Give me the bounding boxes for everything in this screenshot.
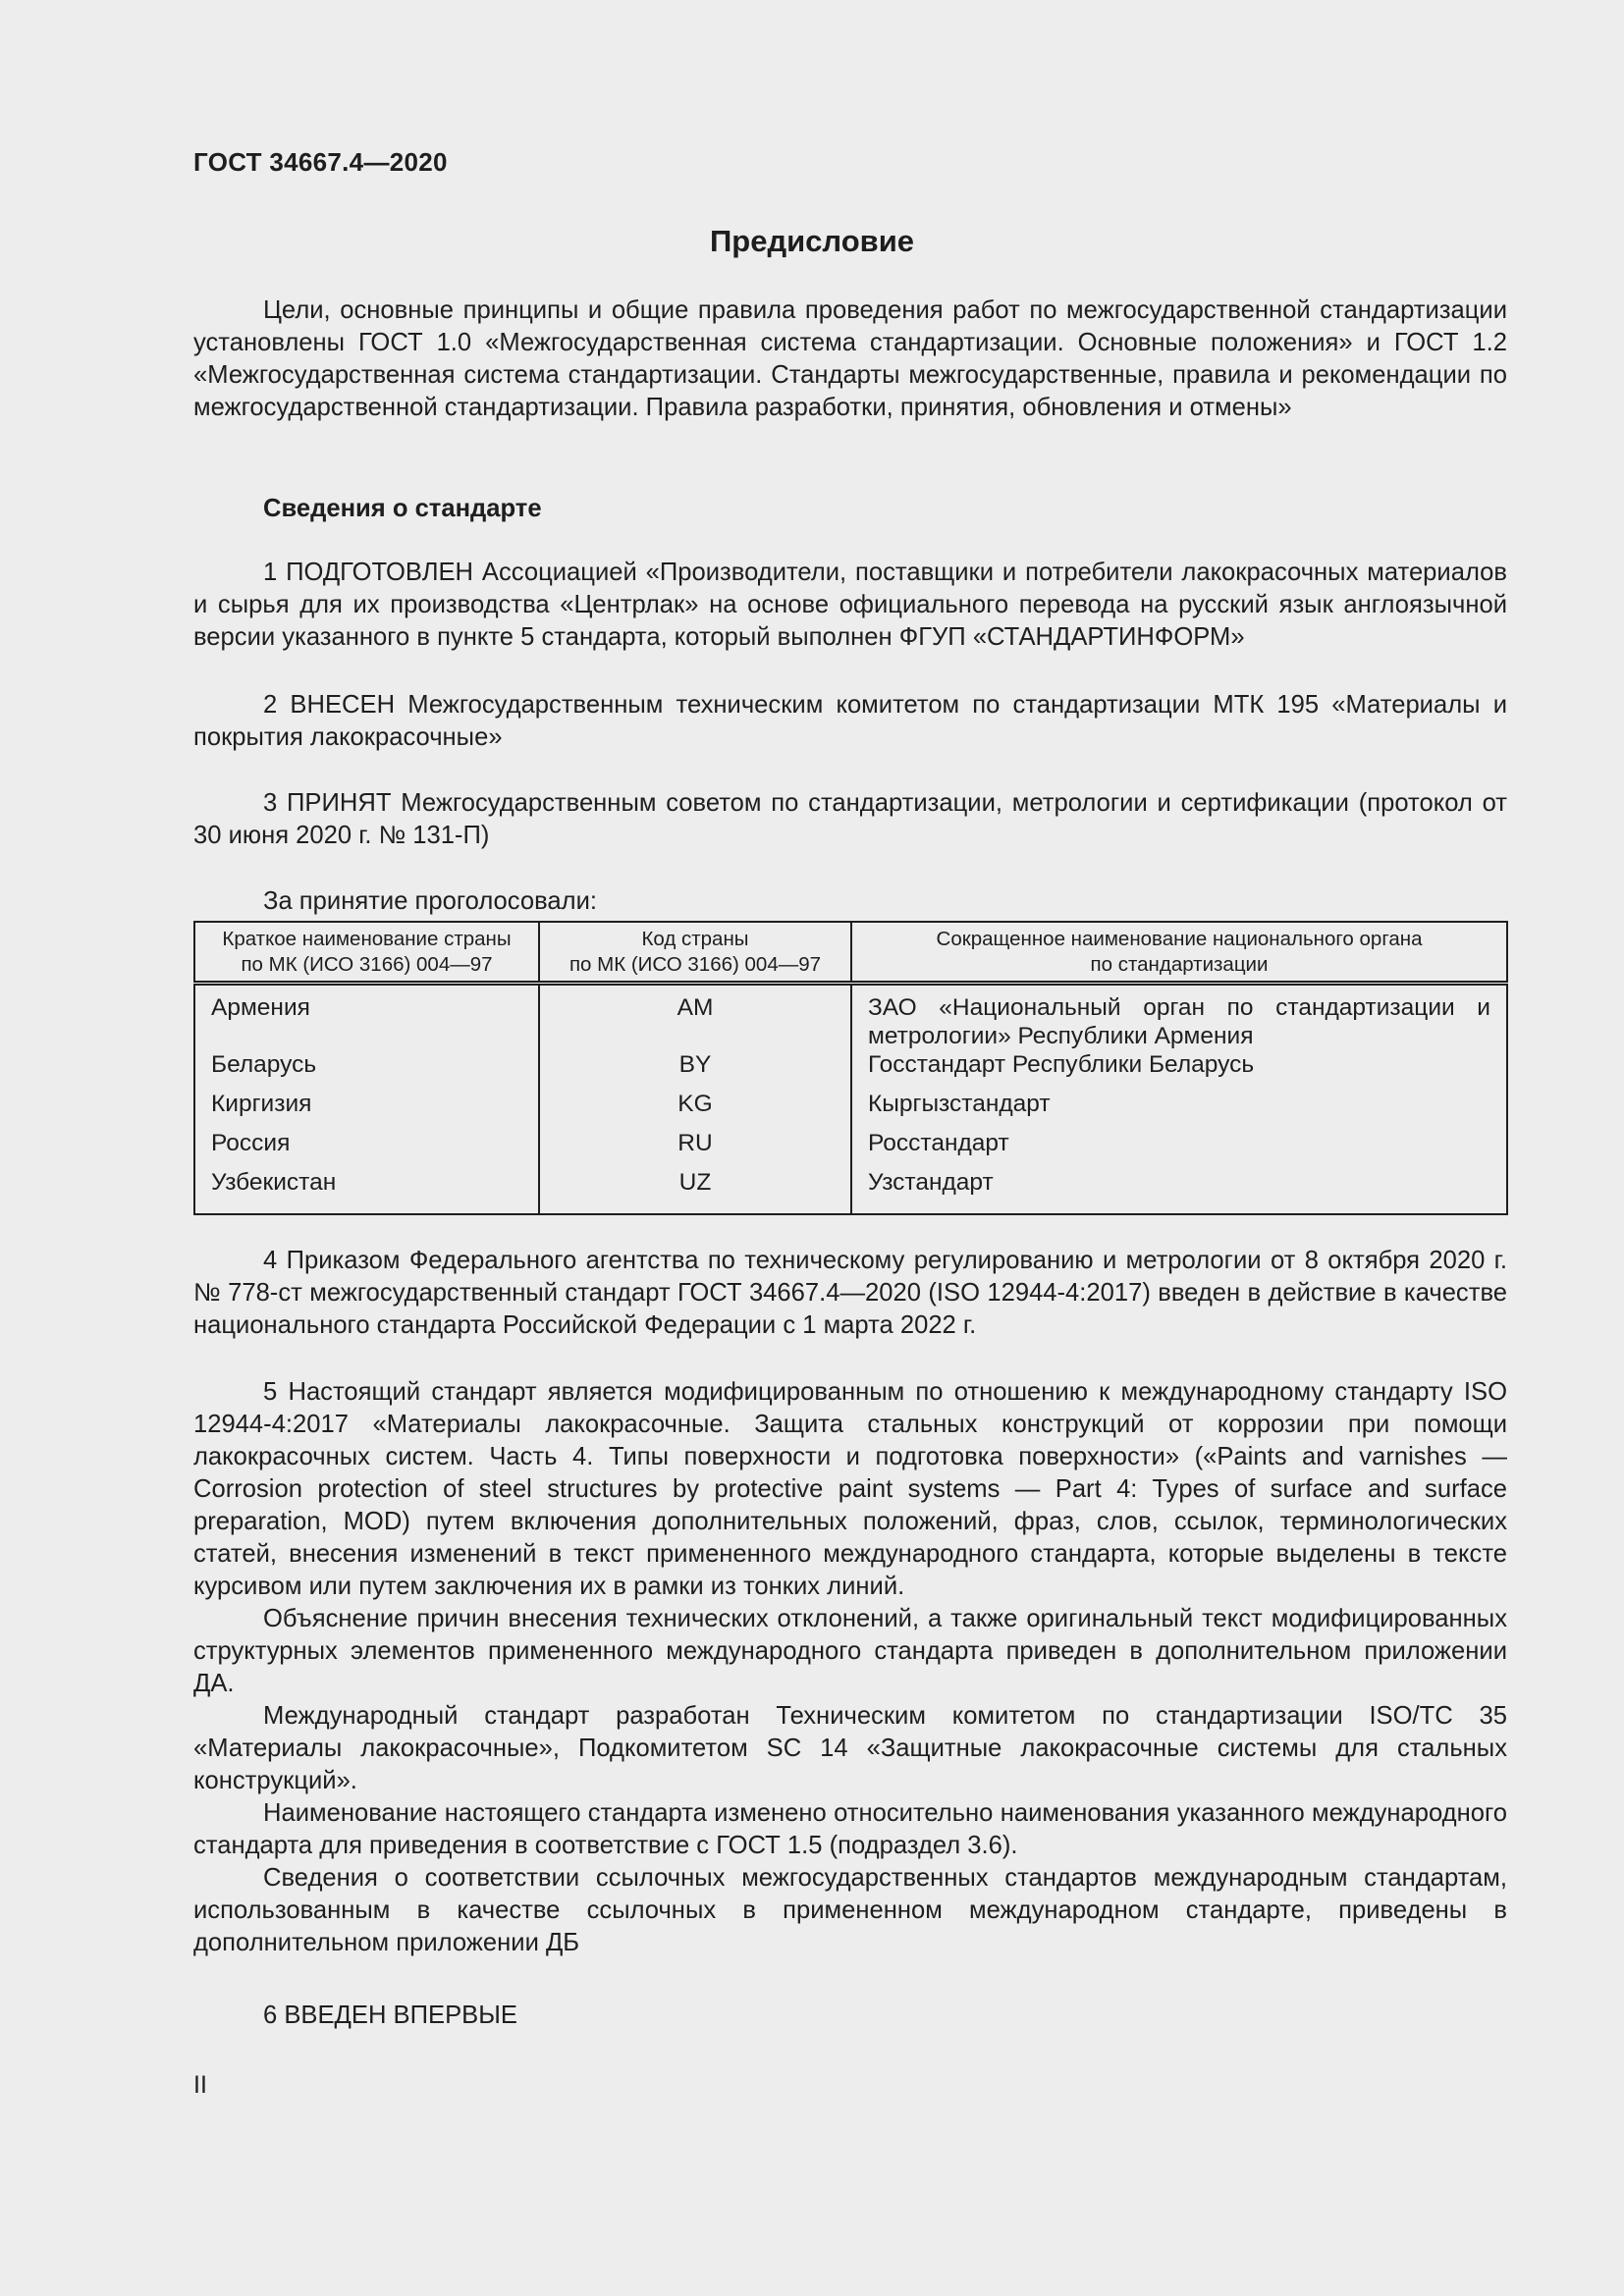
item-4 [193,1245,1507,1342]
item-5 [193,1376,1507,1959]
vote-table [193,921,1508,1215]
item-5-text: 5 Настоящий стандарт является модифицированным по отношению к международному стандарту ISO 12944-4:2017 «Материалы лакокрасочные. Защита стальных конструкций от коррозии при помощи лакокрасочных систем. Часть 4. Типы поверхности и подготовка поверхности» («Paints and varnishes — Corrosion protection of steel structures by protective paint systems — Part 4: Types of surface and surface preparation, MOD) путем включения дополнительных положений, фраз, слов, ссылок, терминологических статей, внесения изменений в текст примененного международного стандарта, которые выделены в тексте курсивом или путем заключения их в рамки из тонких линий. [193,1378,1507,1600]
country-code-cell: AM [539,984,851,1051]
country-code-cell: RU [539,1129,851,1168]
country-name-cell: Беларусь [194,1050,539,1090]
intro-paragraph [193,294,1507,424]
national-body-cell: Госстандарт Республики Беларусь [851,1050,1507,1090]
table-row [194,1168,1507,1214]
document-code: ГОСТ 34667.4—2020 [193,147,448,177]
national-body-cell: Росстандарт [851,1129,1507,1168]
table-row [194,1090,1507,1129]
item-3 [193,787,1507,852]
header-country-name: Краткое наименование страны по МК (ИСО 3166) 004—97 [194,922,539,984]
item-5-paragraph-2: Объяснение причин внесения технических отклонений, а также оригинальный текст модифицированных структурных элементов примененного международного стандарта приведен в дополнительном приложении ДА. [193,1605,1507,1697]
item-1-text: 1 ПОДГОТОВЛЕН Ассоциацией «Производители, поставщики и потребители лакокрасочных материалов и сырья для их производства «Центрлак» на основе официального перевода на русский язык англоязычной версии указанного в пункте 5 стандарта, который выполнен ФГУП «СТАНДАРТИНФОРМ» [193,559,1507,651]
item-5-paragraph-3: Международный стандарт разработан Техническим комитетом по стандартизации ISO/TC 35 «Материалы лакокрасочные», Подкомитетом SC 14 «Защитные лакокрасочные системы для стальных конструкций». [193,1702,1507,1794]
item-2-text: 2 ВНЕСЕН Межгосударственным техническим комитетом по стандартизации МТК 195 «Материалы и покрытия лакокрасочные» [193,691,1507,751]
vote-table-header-row [194,922,1507,984]
country-name-cell: Россия [194,1129,539,1168]
item-6: 6 ВВЕДЕН ВПЕРВЫЕ [263,2002,517,2029]
page-title: Предисловие [709,224,914,258]
country-name-cell: Киргизия [194,1090,539,1129]
item-5-paragraph-4: Наименование настоящего стандарта изменено относительно наименования указанного международного стандарта для приведения в соответствие с ГОСТ 1.5 (подраздел 3.6). [193,1799,1507,1859]
national-body-cell: Узстандарт [851,1168,1507,1214]
national-body-cell: Кыргызстандарт [851,1090,1507,1129]
vote-intro: За принятие проголосовали: [263,887,597,915]
item-4-text: 4 Приказом Федерального агентства по техническому регулированию и метрологии от 8 октября 2020 г. № 778-ст межгосударственный стандарт ГОСТ 34667.4—2020 (ISO 12944-4:2017) введен в действие в качестве национального стандарта Российской Федерации с 1 марта 2022 г. [193,1247,1507,1339]
country-name-cell: Армения [194,984,539,1051]
page-number: II [193,2071,207,2099]
standard-info-heading: Сведения о стандарте [263,495,542,522]
item-1 [193,557,1507,654]
country-code-cell: UZ [539,1168,851,1214]
header-national-body: Сокращенное наименование национального органа по стандартизации [851,922,1507,984]
item-2 [193,689,1507,754]
table-row [194,984,1507,1051]
country-code-cell: KG [539,1090,851,1129]
national-body-cell: ЗАО «Национальный орган по стандартизации и метрологии» Республики Армения [851,984,1507,1051]
item-5-paragraph-5: Сведения о соответствии ссылочных межгосударственных стандартов международным стандартам, использованным в качестве ссылочных в примененном международном стандарте, приведены в дополнительном приложении ДБ [193,1864,1507,1956]
table-row [194,1129,1507,1168]
country-name-cell: Узбекистан [194,1168,539,1214]
item-3-text: 3 ПРИНЯТ Межгосударственным советом по стандартизации, метрологии и сертификации (протокол от 30 июня 2020 г. № 131-П) [193,789,1507,849]
intro-text: Цели, основные принципы и общие правила проведения работ по межгосударственной стандартизации установлены ГОСТ 1.0 «Межгосударственная система стандартизации. Основные положения» и ГОСТ 1.2 «Межгосударственная система стандартизации. Стандарты межгосударственные, правила и рекомендации по межгосударственной стандартизации. Правила разработки, принятия, обновления и отмены» [193,296,1507,421]
table-row [194,1050,1507,1090]
country-code-cell: BY [539,1050,851,1090]
header-country-code: Код страны по МК (ИСО 3166) 004—97 [539,922,851,984]
